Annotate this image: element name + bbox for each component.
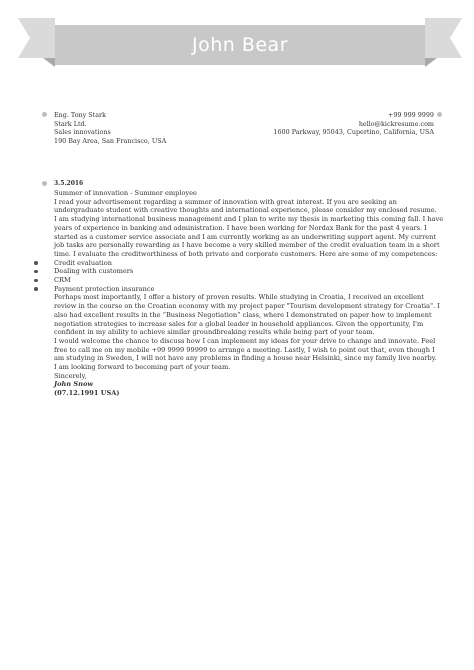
recipient-company: Stark Ltd.: [54, 119, 87, 128]
letter-paragraph: Perhaps most importantly, I offer a history of proven results. While studying in Croatia, I received an excellent review in the course on the Croatian economy with my project paper "Tourism development strategy for Croatia". I also had excellent results in the “Business Negotiation” class, where I demonstrated on paper how to implement negotiation strategies to increase sales for a global leader in household appliances. Given the opportunity, I'm confident in my ability to achieve similar groundbreaking results while being part of your team.: [54, 293, 440, 337]
signature-name: John Snow: [54, 380, 94, 389]
contact-dot-icon: [437, 112, 442, 117]
recipient-block: [54, 111, 166, 145]
contact-email[interactable]: hello@kickresume.com: [358, 119, 434, 128]
header-ribbon: [0, 0, 474, 75]
contact-block: [273, 111, 434, 137]
recipient-department: Sales innovations: [54, 128, 111, 136]
letter-closing: Sincerely,: [54, 371, 87, 380]
recipient-dot-icon: [42, 112, 47, 117]
ribbon-right-tail: [425, 18, 465, 70]
recipient-address: 190 Bay Area, San Francisco, USA: [54, 136, 167, 145]
bullet-icon: [34, 261, 38, 265]
letter-paragraph: I read your advertisement regarding a summer of innovation with great interest. If you are seeking an undergraduate student with creative thoughts and international experience, please consider my enclosed resume.: [54, 197, 437, 215]
list-item: CRM: [54, 276, 444, 285]
contact-address: 1600 Parkway, 95043, Cupertino, California, USA: [273, 128, 434, 136]
letter-paragraph: I am studying international business management and I plan to write my thesis in marketing this coming fall. I have years of experience in banking and administration. I have been working for Nordax Bank for the past 4 years. I started as a customer service associate and I am currently working as an underwriting support agent. My current job tasks are personally rewarding as I have become a very skilled member of the credit evaluation team in a short time. I evaluate the creditworthiness of both private and corporate customers. Here are some of my competences:: [54, 215, 444, 258]
list-item: Dealing with customers: [54, 267, 444, 276]
bullet-icon: [34, 270, 38, 274]
letter-paragraph: I am looking forward to becoming part of your team.: [54, 363, 231, 372]
letter-date: 3.5.2016: [54, 180, 84, 187]
bullet-icon: [34, 279, 38, 283]
competences-list: [54, 259, 444, 294]
letter-paragraph: I would welcome the chance to discuss how I can implement my ideas for your drive to change and innovate. Feel free to call me on my mobile +99 9999 99999 to arrange a meeting. Lastly, I wish to point out that, even though I am studying in Sweden, I will not have any problems in finding a house near Helsinki, since my family live nearby.: [54, 336, 437, 363]
letter-subject: Summer of innovation - Summer employee: [54, 189, 197, 197]
list-item: Credit evaluation: [54, 259, 444, 268]
recipient-name: Eng. Tony Stark: [54, 111, 106, 119]
list-item: Payment protection insurance: [54, 285, 444, 294]
applicant-name: John Bear: [191, 34, 289, 56]
signature-date: (07.12.1991 USA): [54, 389, 120, 398]
bullet-icon: [34, 287, 38, 291]
contact-phone: +99 999 9999: [387, 111, 434, 119]
letter-dot-icon: [42, 181, 47, 186]
ribbon-left-tail: [18, 18, 58, 70]
letter-body: [54, 189, 444, 398]
